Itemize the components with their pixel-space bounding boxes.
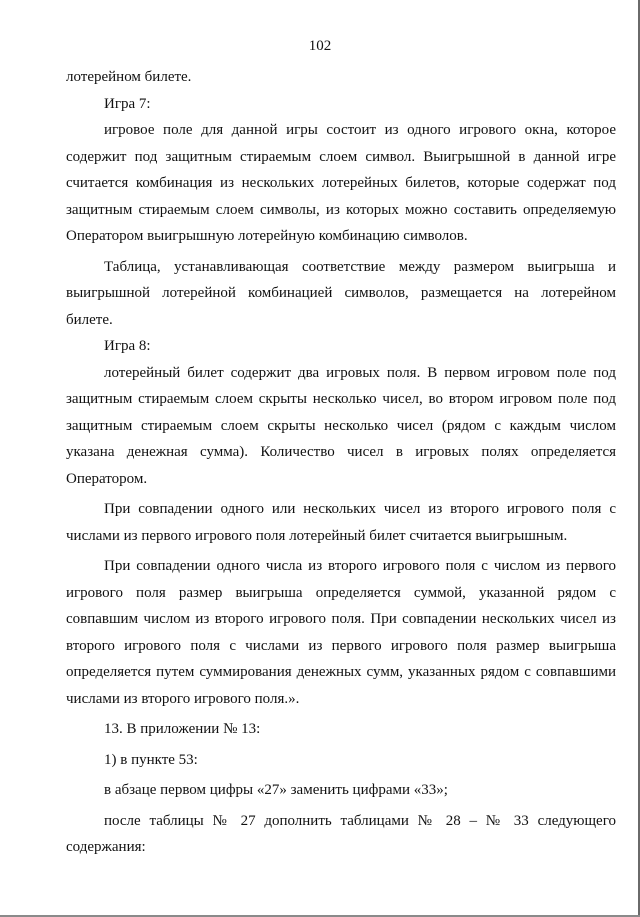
game-8-description: лотерейный билет содержит два игровых поля. В первом игровом поле под защитным стираемым слоем скрыты несколько чисел, во втором игровом поле под защитным стираемым слоем скрыты несколько чисел (рядом с каждым числом указана денежная сумма). Количество чисел в игровых полях определяется Оператором.: [66, 364, 616, 487]
game-8-win-condition: При совпадении одного или нескольких чисел из второго игрового поля с числами из первого игрового поля лотерейный билет считается выигрышным.: [66, 501, 616, 544]
amendment-paragraph-2: после таблицы № 27 дополнить таблицами № 28 – № 33 следующего содержания:: [66, 812, 616, 855]
game-7-heading: Игра 7:: [104, 95, 151, 112]
game-8-prize-rule: При совпадении одного числа из второго игрового поля с числом из первого игрового поля размер выигрыша определяется суммой, указанной рядом с совпавшим числом из второго игрового поля. При совпадении нескольких чисел из второго игрового поля с числами из первого игрового поля размер выигрыша определяется путем суммирования денежных сумм, указанных рядом с совпавшими числами из второго игрового поля.».: [66, 558, 616, 707]
subitem-1: 1) в пункте 53:: [104, 751, 198, 768]
item-13: 13. В приложении № 13:: [104, 721, 261, 737]
game-7-table-note: Таблица, устанавливающая соответствие между размером выигрыша и выигрышной лотерейной комбинацией символов, размещается на лотерейном билете.: [66, 258, 616, 328]
amendment-paragraph-1: в абзаце первом цифры «27» заменить цифрами «33»;: [104, 782, 448, 798]
document-body: [66, 64, 616, 861]
paragraph-continuation: лотерейном билете.: [66, 69, 192, 85]
game-7-description: игровое поле для данной игры состоит из одного игрового окна, которое содержит под защитным стираемым слоем символ. Выигрышной в данной игре считается комбинация из нескольких лотерейных билетов, которые содержат под защитным стираемым слоем символы, из которых можно составить определяемую Оператором выигрышную лотерейную комбинацию символов.: [66, 122, 616, 244]
game-8-heading: Игра 8:: [104, 338, 151, 354]
page-number: 102: [308, 38, 332, 54]
